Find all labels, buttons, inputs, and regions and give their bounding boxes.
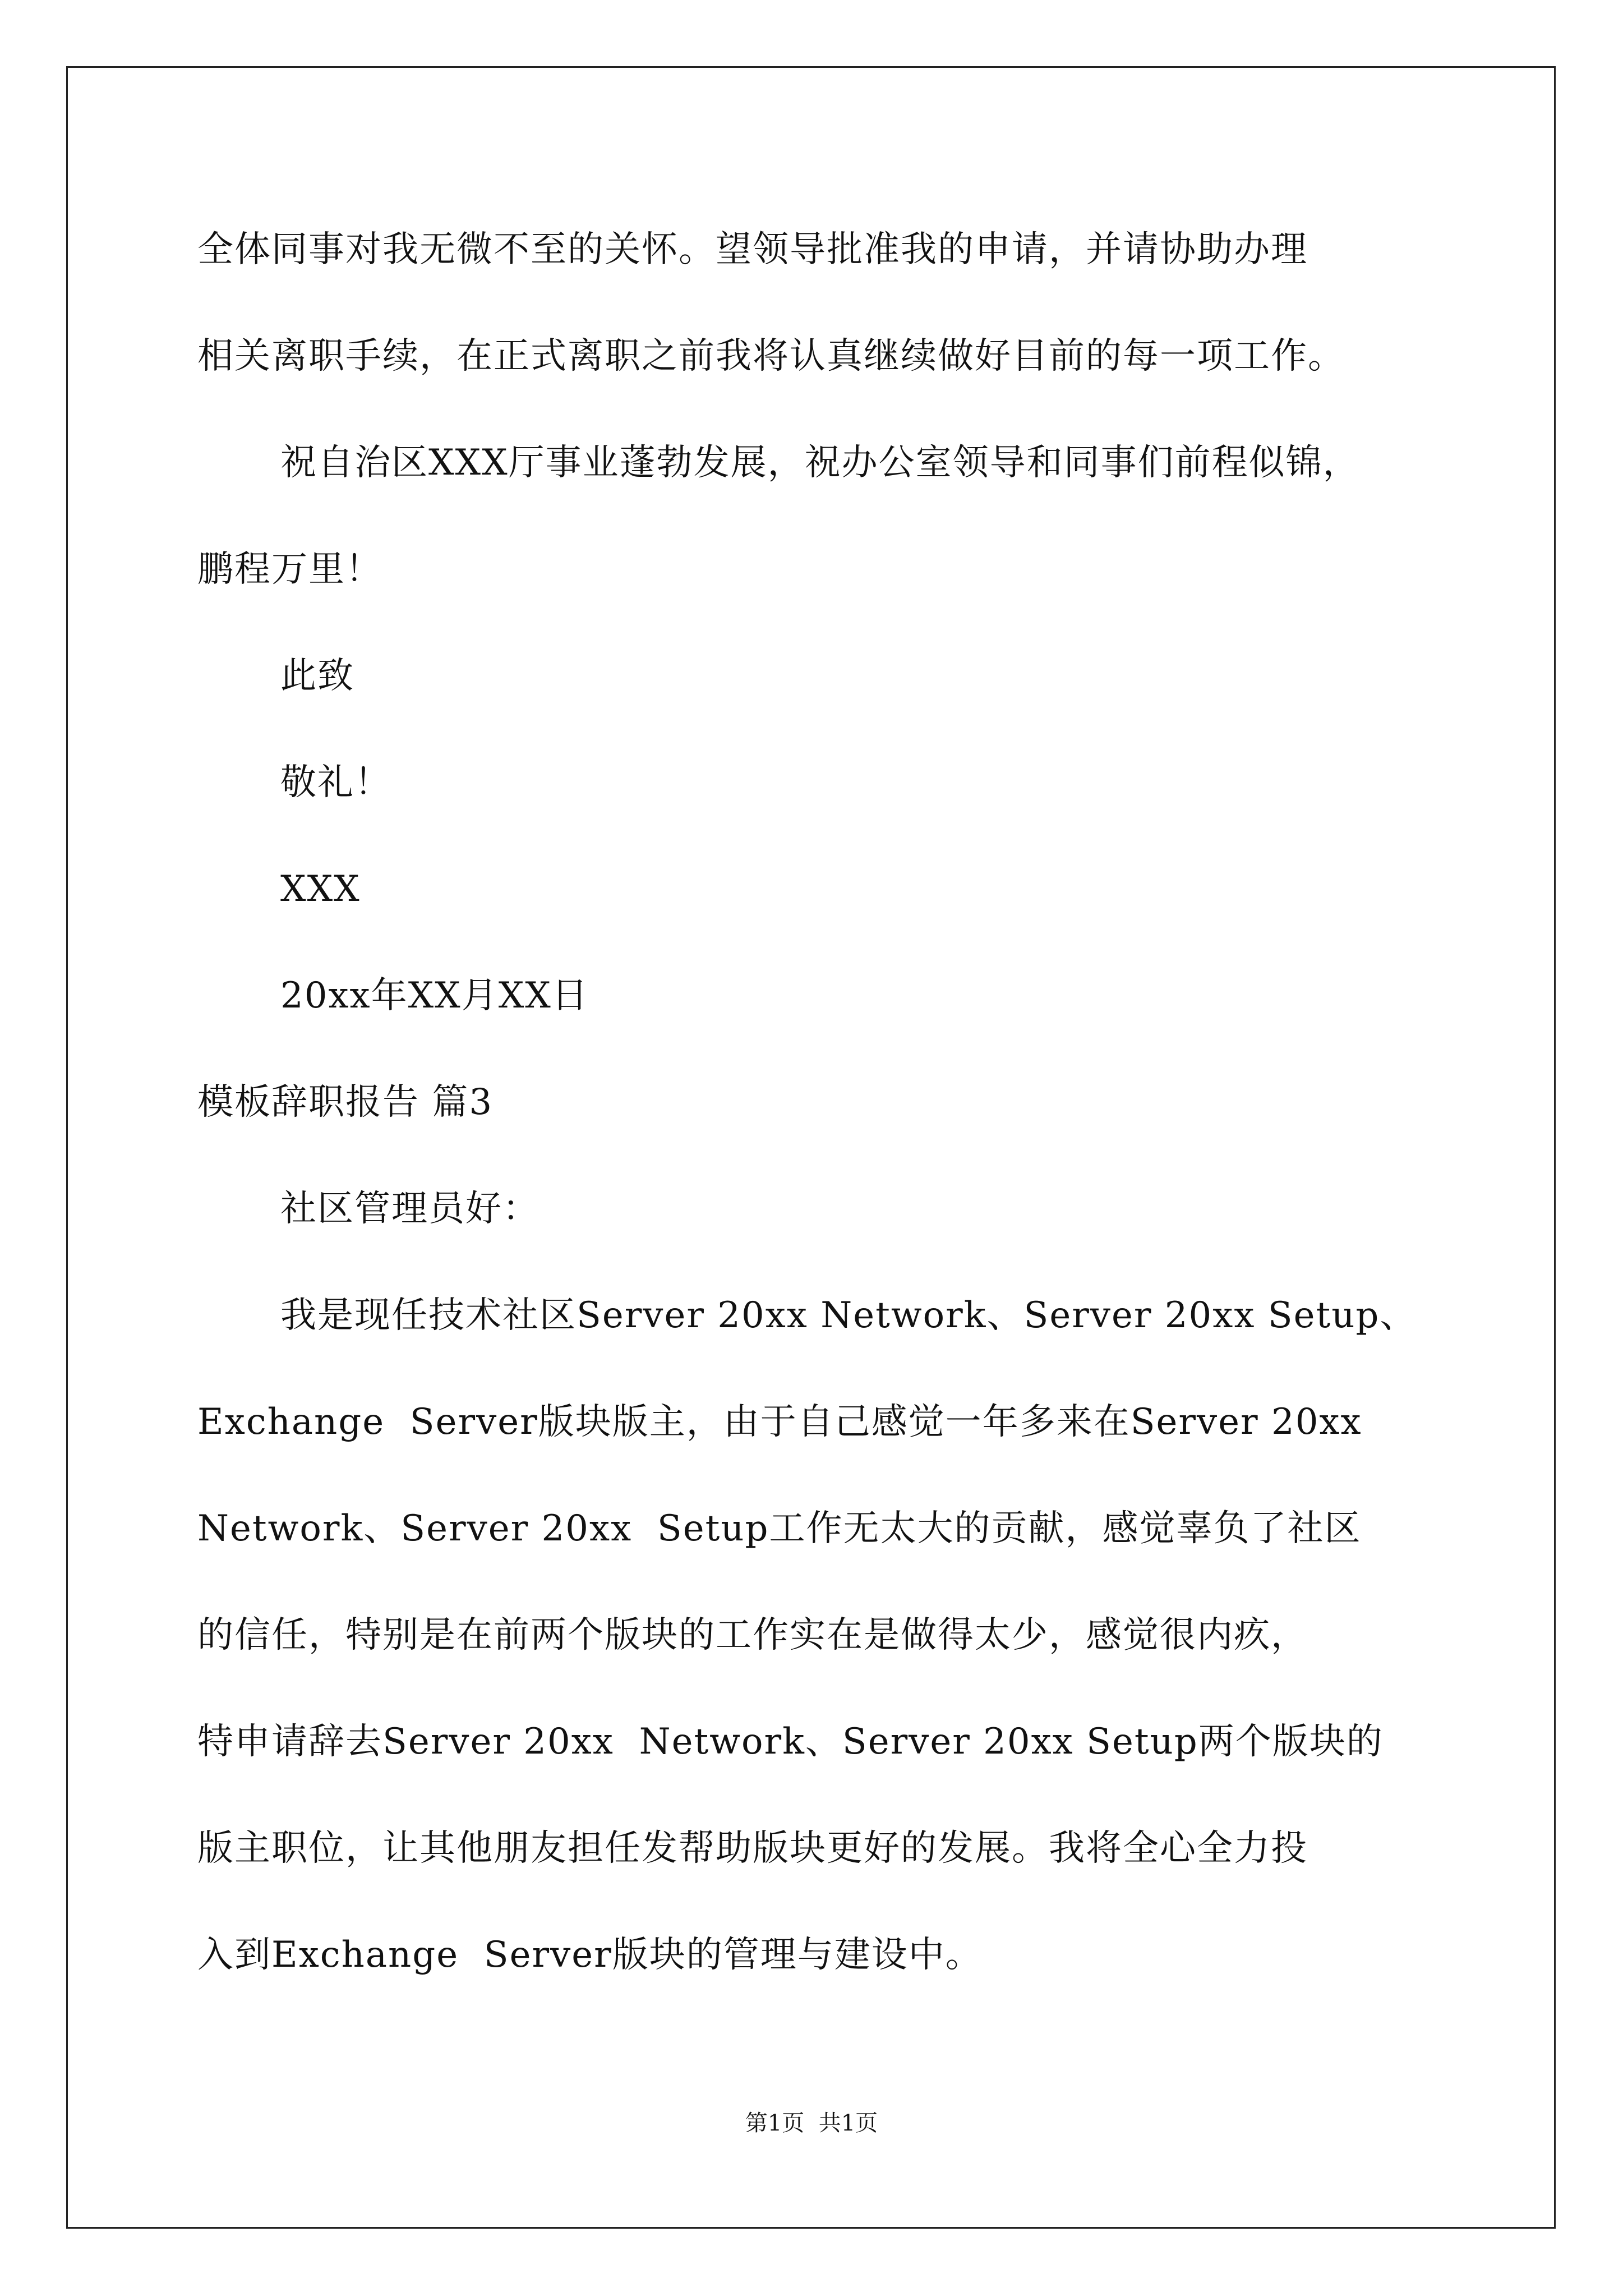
body-line: 入到Exchange Server版块的管理与建设中。 — [197, 1934, 983, 1976]
signature-name: XXX — [280, 868, 361, 910]
body-line: 全体同事对我无微不至的关怀。望领导批准我的申请，并请协助办理 — [197, 229, 1308, 270]
body-line: 祝自治区XXX厅事业蓬勃发展，祝办公室领导和同事们前程似锦， — [280, 442, 1360, 484]
body-line: 相关离职手续，在正式离职之前我将认真继续做好目前的每一项工作。 — [197, 335, 1345, 377]
salutation-closing: 此致 — [280, 655, 354, 697]
body-line: 特申请辞去Server 20xx Network、Server 20xx Setup两个版块的 — [197, 1721, 1384, 1763]
greeting: 社区管理员好： — [280, 1188, 540, 1230]
body-line: 版主职位，让其他朋友担任发帮助版块更好的发展。我将全心全力投 — [197, 1828, 1308, 1869]
body-line: Network、Server 20xx Setup工作无太大的贡献，感觉辜负了社区 — [197, 1508, 1362, 1549]
page-border — [66, 66, 1556, 2229]
body-line: Exchange Server版块版主，由于自己感觉一年多来在Server 20xx — [197, 1401, 1362, 1443]
body-line: 的信任，特别是在前两个版块的工作实在是做得太少，感觉很内疚， — [197, 1614, 1308, 1656]
body-line: 我是现任技术社区Server 20xx Network、Server 20xx Setup、 — [280, 1295, 1417, 1336]
salutation-regards: 敬礼！ — [280, 762, 391, 803]
page-footer: 第1页 共1页 — [745, 2110, 878, 2136]
signature-date: 20xx年XX月XX日 — [280, 975, 589, 1016]
section-heading: 模板辞职报告 篇3 — [197, 1082, 494, 1123]
body-line: 鹏程万里！ — [197, 549, 382, 590]
